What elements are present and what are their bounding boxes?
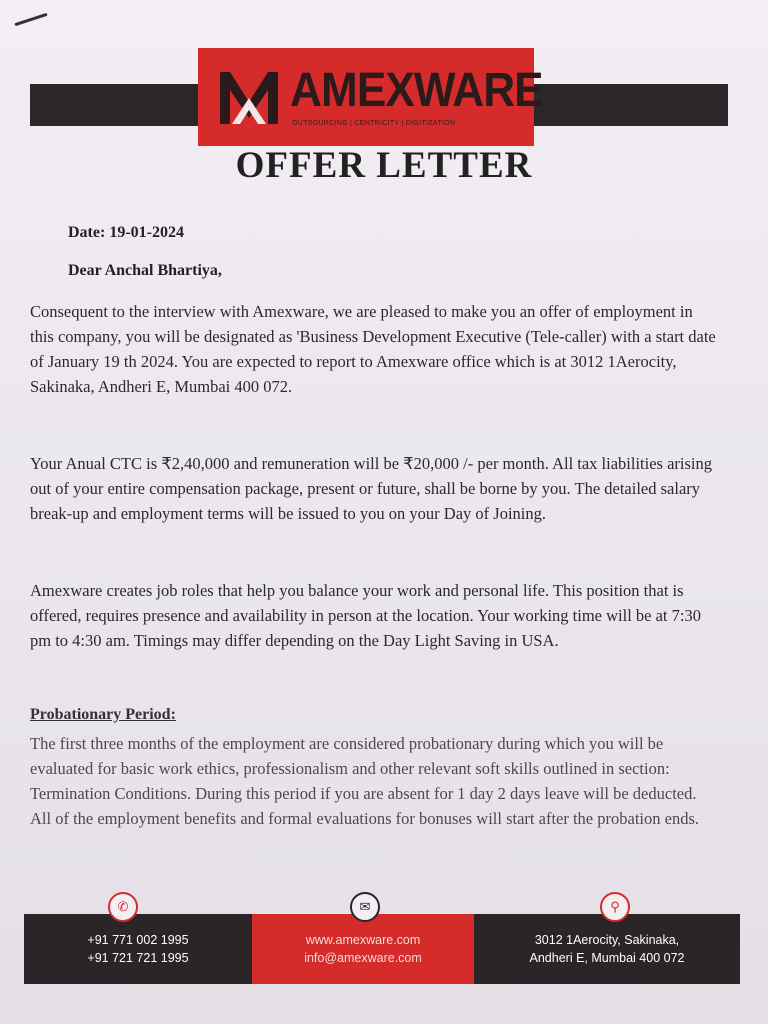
footer-phone-1: +91 771 002 1995 bbox=[87, 933, 189, 947]
paragraph-compensation: Your Anual CTC is ₹2,40,000 and remuneration will be ₹20,000 /- per month. All tax liabilities arising out of your entire compensation package, present or future, shall be borne by you. The detailed salary break-up and employment terms will be issued to you on your Day of Joining. bbox=[30, 454, 713, 523]
footer-phone-2: +91 721 721 1995 bbox=[87, 951, 189, 965]
letter-date: Date: 19-01-2024 bbox=[68, 224, 184, 241]
footer-email: info@amexware.com bbox=[304, 951, 422, 965]
pen-mark bbox=[14, 13, 47, 26]
letter-title: OFFER LETTER bbox=[235, 145, 533, 186]
footer-address-line-1: 3012 1Aerocity, Sakinaka, bbox=[534, 933, 680, 947]
salutation: Dear Anchal Bhartiya, bbox=[68, 262, 222, 279]
header-bar-left bbox=[30, 84, 200, 126]
header-bar-right bbox=[530, 84, 728, 126]
location-pin-icon: ⚲ bbox=[600, 892, 630, 922]
logo-tagline: OUTSOURCING | CENTRICITY | DIGITIZATION bbox=[292, 120, 456, 127]
letter-footer bbox=[24, 899, 740, 984]
logo-mark-icon bbox=[218, 68, 280, 128]
company-logo bbox=[198, 48, 543, 146]
paragraph-offer: Consequent to the interview with Amexware, we are pleased to make you an offer of employment in this company, you will be designated as 'Business Development Executive (Tele-caller) with a start date of January 19 th 2024. You are expected to report to Amexware office which is at 3012 1Aerocity, Sakinaka, Andheri E, Mumbai 400 072. bbox=[30, 302, 716, 396]
probation-heading: Probationary Period: bbox=[30, 706, 176, 723]
paragraph-probation: The first three months of the employment are considered probationary during which you will be evaluated for basic work ethics, professionalism and other relevant soft skills outlined in section: Termination Conditions. During this period if you are absent for 1 day 2 days leave will be deducted. All of the employment benefits and formal evaluations for bonuses will start after the probation ends. bbox=[30, 734, 699, 828]
email-icon: ✉ bbox=[350, 892, 380, 922]
phone-icon: ✆ bbox=[108, 892, 138, 922]
paragraph-work-life: Amexware creates job roles that help you balance your work and personal life. This position that is offered, requires presence and availability in person at the location. Your working time will be at 7:30 pm to 4:30 am. Timings may differ depending on the Day Light Saving in USA. bbox=[30, 581, 701, 650]
footer-web-block bbox=[252, 914, 474, 984]
footer-phone-block bbox=[24, 914, 252, 984]
footer-address-line-2: Andheri E, Mumbai 400 072 bbox=[529, 951, 685, 965]
footer-website: www.amexware.com bbox=[305, 933, 421, 947]
footer-address-block bbox=[474, 914, 740, 984]
logo-name: AMEXWARE bbox=[290, 64, 543, 117]
